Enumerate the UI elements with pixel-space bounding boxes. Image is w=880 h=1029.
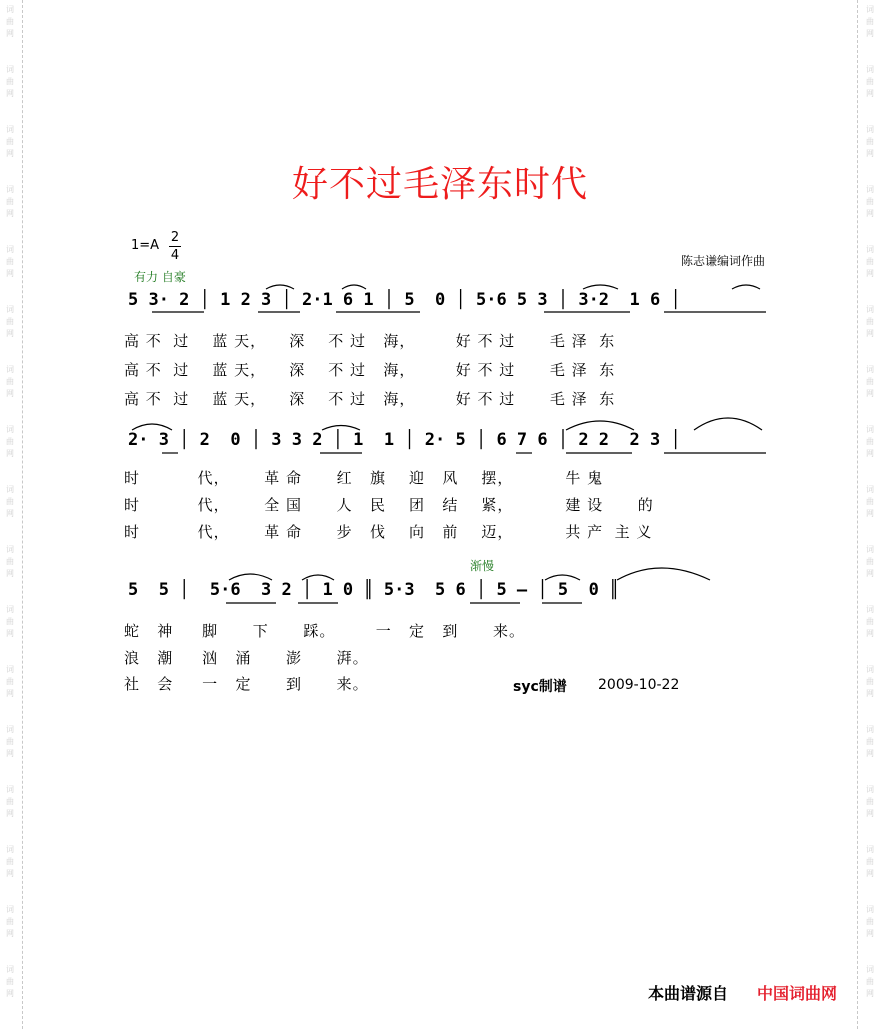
- watermark-char: 词: [6, 425, 14, 434]
- watermark-char: 曲: [866, 77, 874, 86]
- watermark-char: 网: [6, 89, 14, 98]
- staff-2-notes: 2· 3 │ 2 0 │ 3 3 2 │ 1 1 │ 2· 5 │ 6 7 6 │ 2 2 2 3 │: [128, 430, 681, 450]
- watermark-char: 网: [866, 629, 874, 638]
- slur-mark: [545, 575, 580, 580]
- watermark-char: 曲: [866, 797, 874, 806]
- slur-mark: [132, 424, 172, 430]
- watermark-char: 曲: [6, 977, 14, 986]
- watermark-char: 网: [866, 929, 874, 938]
- site-name: 中国词曲网: [757, 984, 838, 1003]
- watermark-char: 网: [6, 569, 14, 578]
- watermark-char: 网: [866, 509, 874, 518]
- watermark-char: 曲: [6, 17, 14, 26]
- watermark-char: 曲: [866, 497, 874, 506]
- key-signature: 1=A: [131, 238, 160, 253]
- watermark-char: 网: [866, 389, 874, 398]
- watermark-char: 曲: [6, 797, 14, 806]
- slur-mark: [342, 285, 366, 289]
- slur-mark: [266, 285, 294, 289]
- source-label: 本曲谱源自: [648, 984, 729, 1003]
- slur-mark: [566, 421, 634, 430]
- watermark-char: 曲: [866, 377, 874, 386]
- watermark-char: 曲: [866, 437, 874, 446]
- staff-3-lyric-verse-3: 社 会 一 定 到 来。: [124, 675, 369, 693]
- staff-1-lyric-verse-1: 高 不 过 蓝 天， 深 不 过 海， 好 不 过 毛 泽 东: [124, 332, 616, 350]
- watermark-char: 曲: [866, 857, 874, 866]
- watermark-char: 词: [866, 665, 874, 674]
- watermark-char: 词: [6, 245, 14, 254]
- watermark-char: 曲: [866, 197, 874, 206]
- watermark-char: 网: [866, 569, 874, 578]
- watermark-char: 曲: [866, 977, 874, 986]
- watermark-char: 曲: [6, 197, 14, 206]
- watermark-char: 网: [6, 509, 14, 518]
- watermark-char: 词: [866, 485, 874, 494]
- watermark-char: 曲: [866, 257, 874, 266]
- watermark-char: 词: [6, 665, 14, 674]
- watermark-char: 网: [866, 209, 874, 218]
- watermark-char: 词: [866, 245, 874, 254]
- watermark-char: 曲: [866, 737, 874, 746]
- watermark-char: 词: [866, 365, 874, 374]
- watermark-char: 网: [6, 989, 14, 998]
- watermark-char: 曲: [866, 317, 874, 326]
- watermark-char: 网: [866, 869, 874, 878]
- watermark-char: 网: [866, 449, 874, 458]
- watermark-char: 曲: [866, 557, 874, 566]
- watermark-char: 网: [6, 149, 14, 158]
- watermark-char: 网: [866, 989, 874, 998]
- watermark-char: 词: [6, 305, 14, 314]
- watermark-char: 词: [866, 185, 874, 194]
- watermark-char: 曲: [866, 17, 874, 26]
- staff-3-lyric-verse-1: 蛇 神 脚 下 踩。 一 定 到 来。: [124, 622, 525, 640]
- composer-credit: 陈志谦编词作曲: [681, 254, 766, 268]
- watermark-char: 词: [6, 965, 14, 974]
- watermark-char: 词: [866, 785, 874, 794]
- slur-mark: [229, 574, 272, 580]
- watermark-char: 曲: [866, 917, 874, 926]
- watermark-char: 网: [6, 809, 14, 818]
- transcriber-credit: syc制谱: [513, 679, 567, 695]
- watermark-char: 词: [866, 965, 874, 974]
- watermark-char: 词: [6, 65, 14, 74]
- watermark-char: 网: [866, 689, 874, 698]
- watermark-char: 网: [866, 89, 874, 98]
- song-title: 好不过毛泽东时代: [291, 164, 588, 205]
- watermark-char: 词: [866, 5, 874, 14]
- watermark-char: 词: [866, 125, 874, 134]
- watermark-char: 网: [866, 269, 874, 278]
- tempo-change-marking: 渐慢: [470, 559, 495, 573]
- watermark-char: 词: [6, 5, 14, 14]
- watermark-char: 词: [866, 65, 874, 74]
- watermark-char: 曲: [6, 377, 14, 386]
- slur-mark: [694, 418, 762, 430]
- watermark-char: 网: [6, 29, 14, 38]
- watermark-char: 词: [866, 545, 874, 554]
- watermark-char: 词: [6, 785, 14, 794]
- watermark-char: 网: [866, 749, 874, 758]
- staff-1-lyric-verse-2: 高 不 过 蓝 天， 深 不 过 海， 好 不 过 毛 泽 东: [124, 361, 616, 379]
- watermark-char: 网: [866, 809, 874, 818]
- watermark-char: 曲: [6, 677, 14, 686]
- watermark-char: 词: [866, 605, 874, 614]
- tempo-marking: 有力 自豪: [134, 270, 186, 284]
- watermark-char: 曲: [6, 137, 14, 146]
- watermark-char: 词: [866, 845, 874, 854]
- time-signature-top: 2: [170, 230, 180, 245]
- watermark-char: 词: [6, 545, 14, 554]
- watermark-char: 词: [6, 125, 14, 134]
- staff-2-lyric-verse-3: 时 代， 革 命 步 伐 向 前 迈， 共 产 主 义: [124, 523, 653, 541]
- watermark-char: 词: [866, 905, 874, 914]
- watermark-char: 曲: [6, 857, 14, 866]
- watermark-char: 网: [6, 689, 14, 698]
- watermark-char: 网: [6, 269, 14, 278]
- watermark-char: 曲: [6, 257, 14, 266]
- watermark-char: 词: [6, 605, 14, 614]
- watermark-char: 网: [6, 929, 14, 938]
- watermark-char: 曲: [6, 77, 14, 86]
- watermark-char: 网: [866, 149, 874, 158]
- watermark-char: 网: [866, 329, 874, 338]
- watermark-char: 曲: [866, 617, 874, 626]
- slur-mark: [322, 426, 360, 431]
- slur-mark: [732, 285, 760, 289]
- watermark-char: 曲: [6, 557, 14, 566]
- watermark-char: 词: [6, 485, 14, 494]
- watermark-char: 词: [866, 725, 874, 734]
- watermark-char: 网: [6, 329, 14, 338]
- slur-mark: [302, 575, 334, 580]
- watermark-char: 网: [6, 389, 14, 398]
- watermark-char: 曲: [6, 437, 14, 446]
- staff-3-lyric-verse-2: 浪 潮 汹 涌 澎 湃。: [124, 649, 369, 667]
- staff-2-lyric-verse-1: 时 代， 革 命 红 旗 迎 风 摆， 牛 鬼: [124, 469, 604, 487]
- watermark-char: 网: [6, 749, 14, 758]
- watermark-char: 曲: [6, 737, 14, 746]
- watermark-char: 词: [866, 305, 874, 314]
- watermark-char: 词: [6, 905, 14, 914]
- watermark-char: 曲: [6, 497, 14, 506]
- watermark-char: 词: [6, 185, 14, 194]
- staff-1-lyric-verse-3: 高 不 过 蓝 天， 深 不 过 海， 好 不 过 毛 泽 东: [124, 390, 616, 408]
- watermark-char: 曲: [6, 617, 14, 626]
- watermark-char: 曲: [6, 317, 14, 326]
- staff-2-lyric-verse-2: 时 代， 全 国 人 民 团 结 紧， 建 设 的: [124, 496, 654, 514]
- watermark-char: 词: [866, 425, 874, 434]
- slur-mark: [583, 285, 618, 289]
- watermark-char: 词: [6, 845, 14, 854]
- time-signature-bottom: 4: [170, 248, 180, 263]
- watermark-char: 网: [6, 629, 14, 638]
- staff-1-notes: 5 3· 2 │ 1 2 3 │ 2·1 6 1 │ 5 0 │ 5·6 5 3 │ 3·2 1 6 │: [128, 290, 681, 310]
- transcription-date: 2009-10-22: [598, 677, 680, 693]
- watermark-char: 词: [6, 725, 14, 734]
- slur-mark: [617, 568, 710, 580]
- watermark-char: 曲: [6, 917, 14, 926]
- watermark-char: 网: [866, 29, 874, 38]
- watermark-char: 词: [6, 365, 14, 374]
- watermark-char: 网: [6, 209, 14, 218]
- watermark-char: 曲: [866, 677, 874, 686]
- staff-3-notes: 5 5 │ 5·6 3 2 │ 1 0 ║ 5·3 5 6 │ 5 – │ 5 0 ║: [128, 580, 620, 600]
- watermark-char: 网: [6, 869, 14, 878]
- watermark-char: 网: [6, 449, 14, 458]
- watermark-char: 曲: [866, 137, 874, 146]
